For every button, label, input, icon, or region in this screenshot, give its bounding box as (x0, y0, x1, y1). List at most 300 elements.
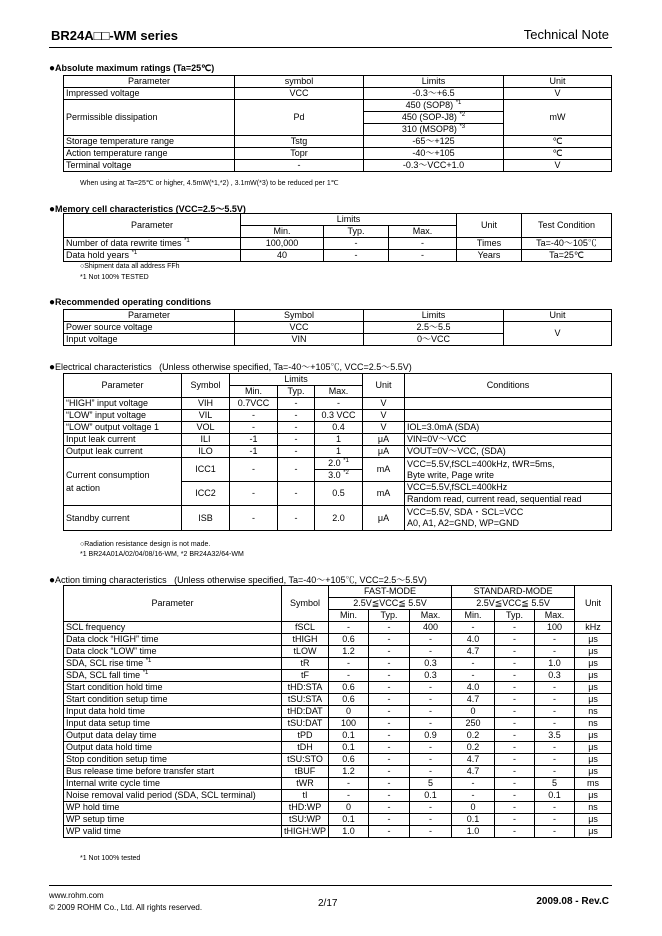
electrical-table (63, 373, 612, 531)
cell: 0.1 (329, 742, 369, 754)
cell: - (369, 670, 410, 682)
cell: - (369, 694, 410, 706)
cell: 100 (329, 718, 369, 730)
cell: ms (575, 778, 612, 790)
cell: - (535, 706, 575, 718)
cell: - (535, 718, 575, 730)
cell: ns (575, 802, 612, 814)
cell: tR (282, 658, 329, 670)
section-title-electrical: ●Electrical characteristics (Unless otherwise specified, Ta=-40～+105℃, VCC=2.5～5.5V) (49, 362, 412, 373)
col-header: Unit (457, 214, 522, 238)
col-header: Typ. (324, 226, 389, 238)
cell: μs (575, 682, 612, 694)
cell: - (410, 682, 452, 694)
cell: 3.0 $^{*2}$ (315, 470, 363, 482)
cell: tHD:DAT (282, 706, 329, 718)
cell: - (495, 646, 535, 658)
cell: - (278, 446, 315, 458)
cell: Start condition setup time (64, 694, 282, 706)
col-header: Parameter (64, 586, 282, 622)
col-header: Parameter (64, 76, 235, 88)
cell: - (369, 790, 410, 802)
col-header: Limits (230, 374, 363, 386)
cell: - (235, 160, 364, 172)
cell: 0.3 (410, 658, 452, 670)
col-header: Max. (410, 610, 452, 622)
cell: Standby current (64, 506, 182, 531)
cell: VOL (182, 422, 230, 434)
cell: 0 (452, 802, 495, 814)
cell: Input voltage (64, 334, 235, 346)
col-header: Symbol (235, 310, 364, 322)
cell: 0.7VCC (230, 398, 278, 410)
cell: -40～+105 (364, 148, 504, 160)
cell: V (363, 398, 405, 410)
table-row (64, 790, 612, 802)
col-header: Max. (535, 610, 575, 622)
cell: VIH (182, 398, 230, 410)
cell: 450 (SOP8) $^{*1}$ (364, 100, 504, 112)
cell: 40 (241, 250, 324, 262)
cell: 2.0 $^{*1}$ (315, 458, 363, 470)
cell: 4.7 (452, 646, 495, 658)
cell: - (495, 778, 535, 790)
table-row (64, 706, 612, 718)
cell: 4.0 (452, 634, 495, 646)
cell: 450 (SOP-J8) $^{*2}$ (364, 112, 504, 124)
table-note: *1 Not 100% TESTED (80, 274, 149, 281)
cell: - (230, 410, 278, 422)
cell: Stop condition setup time (64, 754, 282, 766)
cell: 0.6 (329, 754, 369, 766)
cell (405, 398, 612, 410)
table-header-row (64, 76, 612, 88)
cell: - (329, 658, 369, 670)
table-note: ○Radiation resistance design is not made. (80, 541, 211, 548)
cell: -65～+125 (364, 136, 504, 148)
cell: tLOW (282, 646, 329, 658)
cell: WP valid time (64, 826, 282, 838)
cell: Number of data rewrite times $^{*1}$ (64, 238, 241, 250)
cell: - (535, 766, 575, 778)
cell: μs (575, 754, 612, 766)
cell: - (278, 482, 315, 506)
cell: ℃ (504, 136, 612, 148)
cell: μs (575, 826, 612, 838)
cell: “LOW” output voltage 1 (64, 422, 182, 434)
cell: - (535, 826, 575, 838)
table-row (64, 410, 612, 422)
cell: Input leak current (64, 434, 182, 446)
cell: Current consumption at action (64, 458, 182, 506)
document-type: Technical Note (523, 27, 609, 42)
cell: 100 (535, 622, 575, 634)
col-header: Limits (364, 310, 504, 322)
cell: - (230, 506, 278, 531)
cell: Input data setup time (64, 718, 282, 730)
table-row (64, 422, 612, 434)
cell: - (369, 826, 410, 838)
cell: - (410, 634, 452, 646)
cell: - (495, 730, 535, 742)
col-header: Min. (329, 610, 369, 622)
col-header: Parameter (64, 374, 182, 398)
cell: - (535, 646, 575, 658)
cell: - (278, 398, 315, 410)
cell: tBUF (282, 766, 329, 778)
table-row (64, 160, 612, 172)
col-header: Parameter (64, 214, 241, 238)
cell: tI (282, 790, 329, 802)
cell: V (363, 422, 405, 434)
cell: - (230, 422, 278, 434)
table-note: *1 BR24A01A/02/04/08/16-WM, *2 BR24A32/64-WM (80, 551, 244, 558)
cell: - (495, 622, 535, 634)
cell: 400 (410, 622, 452, 634)
cell: - (369, 622, 410, 634)
cell: 0.2 (452, 730, 495, 742)
cell: ISB (182, 506, 230, 531)
cell: - (278, 458, 315, 482)
cell: 4.7 (452, 754, 495, 766)
footer-left (49, 890, 202, 914)
cell: 0.6 (329, 682, 369, 694)
cell: Noise removal valid period (SDA, SCL terminal) (64, 790, 282, 802)
col-header: Typ. (278, 386, 315, 398)
cell: IOL=3.0mA (SDA) (405, 422, 612, 434)
cell: VIN (235, 334, 364, 346)
col-header: Unit (504, 76, 612, 88)
cell: - (410, 718, 452, 730)
table-row (64, 682, 612, 694)
cell: μs (575, 814, 612, 826)
table-row (64, 670, 612, 682)
cell: -0.3～+6.5 (364, 88, 504, 100)
cell: tHIGH:WP (282, 826, 329, 838)
cell: 0 (452, 706, 495, 718)
cell: - (495, 766, 535, 778)
cell: tHD:WP (282, 802, 329, 814)
cell: - (452, 790, 495, 802)
cell: 1 (315, 446, 363, 458)
cell: 0.5 (315, 482, 363, 506)
cell: - (324, 238, 389, 250)
table-note: *1 Not 100% tested (80, 855, 141, 862)
section-title-abs-max: ●Absolute maximum ratings (Ta=25℃) (49, 63, 215, 74)
table-row (64, 766, 612, 778)
cell: - (495, 754, 535, 766)
cell: WP setup time (64, 814, 282, 826)
cell: 0.1 (329, 814, 369, 826)
cell: Output data delay time (64, 730, 282, 742)
cell: - (278, 434, 315, 446)
cell: ICC1 (182, 458, 230, 482)
table-row (64, 88, 612, 100)
cell: - (495, 670, 535, 682)
cell: Bus release time before transfer start (64, 766, 282, 778)
cell: - (410, 802, 452, 814)
page-number: 2/17 (318, 898, 338, 909)
cell: - (389, 238, 457, 250)
cell: - (369, 814, 410, 826)
cell: Output data hold time (64, 742, 282, 754)
cell: Topr (235, 148, 364, 160)
cell: VCC (235, 322, 364, 334)
cell: V (504, 160, 612, 172)
cell: Permissible dissipation (64, 100, 235, 136)
cell: “HIGH” input voltage (64, 398, 182, 410)
col-header: Symbol (282, 586, 329, 622)
cell: 5 (535, 778, 575, 790)
table-row (64, 694, 612, 706)
cell: - (495, 634, 535, 646)
cell: μs (575, 634, 612, 646)
cell: - (535, 634, 575, 646)
cell: - (278, 506, 315, 531)
cell: 1 (315, 434, 363, 446)
cell: VCC=5.5V,fSCL=400kHz, tWR=5ms, Byte write, Page write (405, 458, 612, 482)
cell: Ta=-40～105℃ (522, 238, 612, 250)
cell: - (329, 790, 369, 802)
cell: SCL frequency (64, 622, 282, 634)
cell: μs (575, 790, 612, 802)
cell: - (495, 694, 535, 706)
cell: - (369, 682, 410, 694)
cell: 5 (410, 778, 452, 790)
cell: - (230, 458, 278, 482)
cell: Years (457, 250, 522, 262)
cell: Random read, current read, sequential read (405, 494, 612, 506)
cell: - (369, 706, 410, 718)
col-header: Min. (230, 386, 278, 398)
cell: tSU:STA (282, 694, 329, 706)
section-title-recommended: ●Recommended operating conditions (49, 297, 212, 308)
cell: 4.7 (452, 766, 495, 778)
col-header: 2.5V≦VCC≦ 5.5V (452, 598, 575, 610)
table-row (64, 802, 612, 814)
cell: 250 (452, 718, 495, 730)
cell: 0.1 (535, 790, 575, 802)
cell: 0.6 (329, 634, 369, 646)
cell: tWR (282, 778, 329, 790)
cell: μs (575, 766, 612, 778)
col-header: 2.5V≦VCC≦ 5.5V (329, 598, 452, 610)
cell: ℃ (504, 148, 612, 160)
cell: μs (575, 670, 612, 682)
cell: Input data hold time (64, 706, 282, 718)
cell: ILO (182, 446, 230, 458)
cell: Storage temperature range (64, 136, 235, 148)
cell: - (410, 826, 452, 838)
table-row (64, 730, 612, 742)
col-header: Symbol (182, 374, 230, 398)
cell: - (315, 398, 363, 410)
col-header: Test Condition (522, 214, 612, 238)
cell: - (369, 778, 410, 790)
cell: WP hold time (64, 802, 282, 814)
cell: -1 (230, 446, 278, 458)
col-header: STANDARD-MODE (452, 586, 575, 598)
table-row (64, 622, 612, 634)
table-row (64, 646, 612, 658)
cell: tDH (282, 742, 329, 754)
abs-max-table (63, 75, 612, 172)
cell: ICC2 (182, 482, 230, 506)
cell: tSU:WP (282, 814, 329, 826)
table-row (64, 398, 612, 410)
cell: 1.0 (329, 826, 369, 838)
cell: - (495, 706, 535, 718)
cell: - (535, 682, 575, 694)
col-header: Limits (241, 214, 457, 226)
cell: - (329, 670, 369, 682)
table-row (64, 826, 612, 838)
cell: - (369, 730, 410, 742)
memory-table (63, 213, 612, 262)
table-header-row (64, 214, 612, 226)
cell: ILI (182, 434, 230, 446)
col-header: Max. (389, 226, 457, 238)
cell: tHIGH (282, 634, 329, 646)
table-row (64, 238, 612, 250)
col-header: Conditions (405, 374, 612, 398)
cell: - (278, 422, 315, 434)
cell: - (369, 646, 410, 658)
cell: tF (282, 670, 329, 682)
cell: μA (363, 506, 405, 531)
revision: 2009.08 - Rev.C (536, 896, 609, 907)
cell: 0.1 (329, 730, 369, 742)
cell: - (369, 718, 410, 730)
cell: tSU:DAT (282, 718, 329, 730)
col-header: Unit (363, 374, 405, 398)
cell: - (535, 802, 575, 814)
col-header: Typ. (495, 610, 535, 622)
cell: 0 (329, 706, 369, 718)
cell: - (495, 742, 535, 754)
table-row (64, 446, 612, 458)
table-row (64, 814, 612, 826)
cell: 3.5 (535, 730, 575, 742)
table-header-row (64, 586, 612, 598)
cell: VIN=0V～VCC (405, 434, 612, 446)
footer-url: www.rohm.com (49, 891, 104, 900)
cell: - (495, 718, 535, 730)
col-header: Max. (315, 386, 363, 398)
table-row (64, 742, 612, 754)
cell: 0.3 (535, 670, 575, 682)
col-header: Limits (364, 76, 504, 88)
table-row (64, 148, 612, 160)
col-header: Min. (241, 226, 324, 238)
recommended-table (63, 309, 612, 346)
header-rule (49, 47, 612, 48)
cell: - (495, 802, 535, 814)
cell: 4.7 (452, 694, 495, 706)
cell: Tstg (235, 136, 364, 148)
table-row (64, 458, 612, 470)
cell: Internal write cycle time (64, 778, 282, 790)
cell: VCC=5.5V, SDA・SCL=VCC A0, A1, A2=GND, WP=GND (405, 506, 612, 531)
table-header-row (64, 374, 612, 386)
cell: - (410, 742, 452, 754)
table-row (64, 434, 612, 446)
table-row (64, 250, 612, 262)
cell: - (452, 670, 495, 682)
cell: 0～VCC (364, 334, 504, 346)
cell: - (369, 802, 410, 814)
cell: 1.0 (535, 658, 575, 670)
cell: tPD (282, 730, 329, 742)
cell: 2.5～5.5 (364, 322, 504, 334)
cell: Ta=25℃ (522, 250, 612, 262)
cell: - (369, 754, 410, 766)
cell: - (410, 646, 452, 658)
cell: V (363, 410, 405, 422)
col-header: FAST-MODE (329, 586, 452, 598)
col-header: Min. (452, 610, 495, 622)
cell: Times (457, 238, 522, 250)
cell: - (535, 694, 575, 706)
cell: mA (363, 458, 405, 482)
cell: - (278, 410, 315, 422)
cell: 0.1 (452, 814, 495, 826)
section-title-action-timing: ●Action timing characteristics (Unless otherwise specified, Ta=-40～+105℃, VCC=2.5～5.5V) (49, 575, 427, 586)
cell: 0.1 (410, 790, 452, 802)
cell: mW (504, 100, 612, 136)
table-row (64, 658, 612, 670)
cell: - (369, 766, 410, 778)
cell: VOUT=0V～VCC, (SDA) (405, 446, 612, 458)
cell: - (495, 790, 535, 802)
cell: Data hold years $^{*1}$ (64, 250, 241, 262)
cell: - (535, 742, 575, 754)
cell: Power source voltage (64, 322, 235, 334)
cell: Action temperature range (64, 148, 235, 160)
cell: kHz (575, 622, 612, 634)
cell: 2.0 (315, 506, 363, 531)
footer-copyright: © 2009 ROHM Co., Ltd. All rights reserved. (49, 903, 203, 912)
cell: - (495, 682, 535, 694)
cell: μs (575, 742, 612, 754)
cell (405, 410, 612, 422)
cell: ns (575, 706, 612, 718)
cell: - (452, 658, 495, 670)
cell: Terminal voltage (64, 160, 235, 172)
cell: - (495, 658, 535, 670)
cell: 100,000 (241, 238, 324, 250)
col-header: Parameter (64, 310, 235, 322)
cell: Impressed voltage (64, 88, 235, 100)
cell: Pd (235, 100, 364, 136)
cell: SDA, SCL rise time $^{*1}$ (64, 658, 282, 670)
cell: “LOW” input voltage (64, 410, 182, 422)
cell: 4.0 (452, 682, 495, 694)
cell: -0.3～VCC+1.0 (364, 160, 504, 172)
cell: VCC (235, 88, 364, 100)
cell: 1.0 (452, 826, 495, 838)
cell: - (410, 706, 452, 718)
cell: - (329, 622, 369, 634)
cell: 0.9 (410, 730, 452, 742)
table-row (64, 136, 612, 148)
table-row (64, 718, 612, 730)
cell: - (495, 814, 535, 826)
cell: V (504, 88, 612, 100)
cell: - (410, 814, 452, 826)
cell: 0.2 (452, 742, 495, 754)
cell: V (504, 322, 612, 346)
